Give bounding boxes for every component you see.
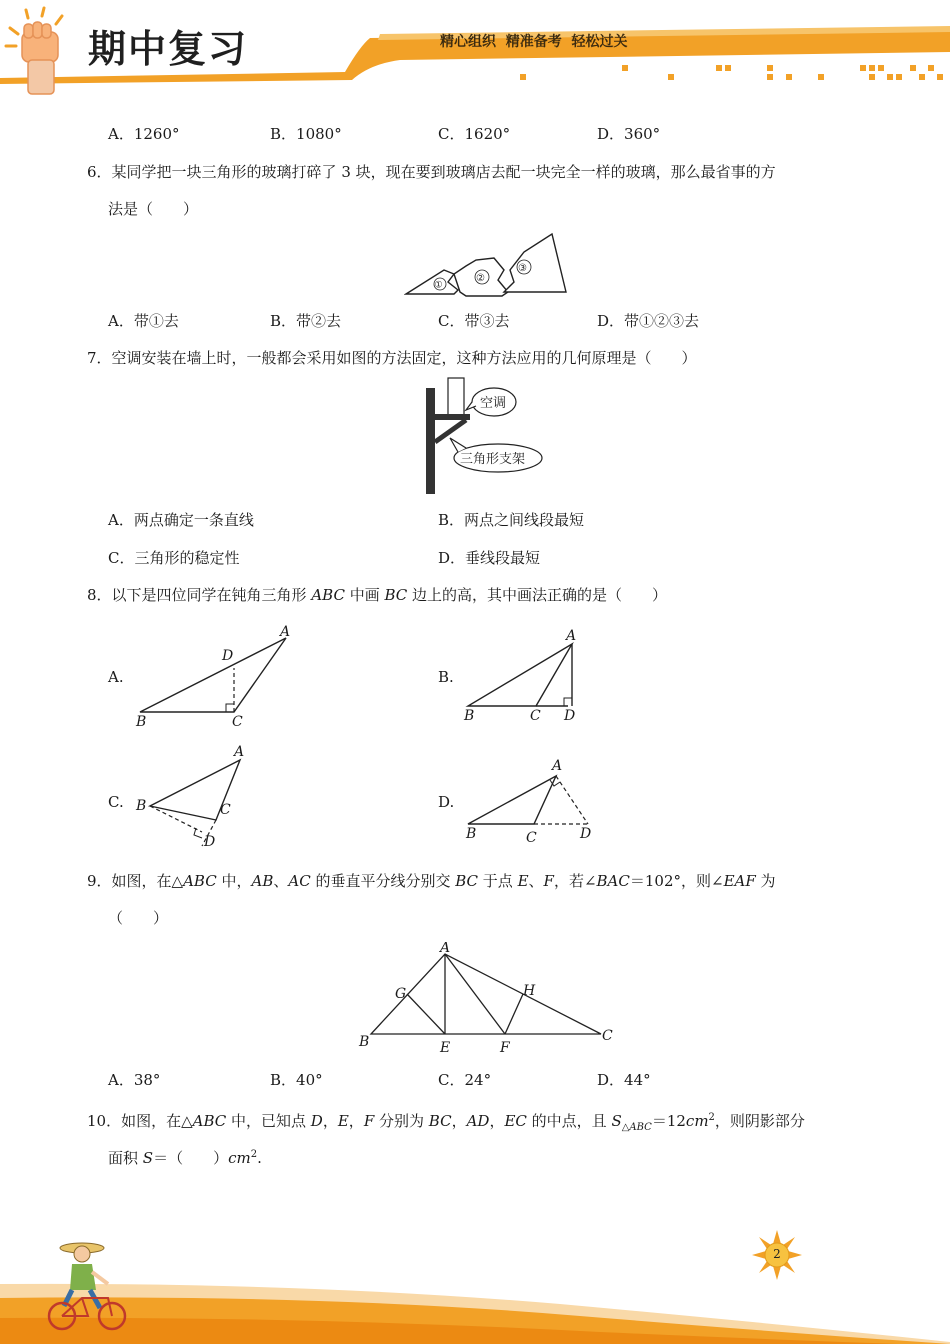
svg-text:A: A <box>440 942 451 956</box>
cyclist-icon <box>42 1238 132 1338</box>
q8-option-d-label: D. <box>438 793 455 811</box>
q8-option-b-label: B. <box>438 668 454 686</box>
footer-wave <box>0 1224 950 1344</box>
svg-text:C: C <box>232 714 243 730</box>
q9-stem-line2: （ ） <box>108 909 169 927</box>
q5-option-c: C．1620° <box>438 125 511 143</box>
q9-stem-line1: 9．如图，在△ABC 中，AB、AC 的垂直平分线分别交 BC 于点 E、F，若∠BAC＝102°，则∠EAF 为 <box>87 872 776 890</box>
q6-glass-figure <box>404 230 574 300</box>
q7-option-a: A．两点确定一条直线 <box>108 511 254 529</box>
q7-stem: 7．空调安装在墙上时，一般都会采用如图的方法固定，这种方法应用的几何原理是（ ） <box>87 349 697 367</box>
q8-figure-a <box>130 620 310 730</box>
q6-option-a: A．带①去 <box>108 312 179 330</box>
header-title: 期中复习 <box>88 27 249 71</box>
q6-option-d: D．带①②③去 <box>597 312 700 330</box>
svg-text:F: F <box>500 1040 510 1056</box>
svg-text:B: B <box>136 798 147 814</box>
q9-option-d: D．44° <box>597 1071 651 1089</box>
glass-piece-1 <box>406 270 458 294</box>
q9-triangle-figure <box>355 942 625 1057</box>
q9-option-a: A．38° <box>108 1071 161 1089</box>
q6-option-c: C．带③去 <box>438 312 510 330</box>
q10-stem-line1: 10．如图，在△ABC 中，已知点 D，E，F 分别为 BC，AD，EC 的中点，且 $S_{\triangle ABC}=12cm^2$，则阴影部分 <box>87 1112 805 1133</box>
glass-label-3: ③ <box>518 263 527 274</box>
svg-text:E: E <box>440 1040 451 1056</box>
q6-stem-line1: 6．某同学把一块三角形的玻璃打碎了 3 块，现在要到玻璃店去配一块完全一样的玻璃，那么最省事的方 <box>87 163 776 181</box>
svg-text:A: A <box>234 744 245 760</box>
svg-text:D: D <box>204 834 216 850</box>
glass-label-1: ① <box>434 280 443 291</box>
q8-option-a-label: A. <box>108 668 124 686</box>
svg-text:B: B <box>136 714 147 730</box>
bubble-ac-label: 空调 <box>480 396 507 411</box>
svg-text:C: C <box>530 708 541 724</box>
q5-option-b: B．1080° <box>270 125 342 143</box>
q10-stem-line2: 面积 S＝（ ）$cm^2$. <box>108 1149 262 1167</box>
svg-text:A: A <box>566 628 577 644</box>
q8-option-c-label: C. <box>108 793 124 811</box>
svg-text:C: C <box>602 1028 613 1044</box>
q7-ac-figure <box>420 376 560 496</box>
header-slogan: 精心组织 精准备考 轻松过关 <box>440 34 628 50</box>
svg-text:G: G <box>395 986 407 1002</box>
q9-option-b: B．40° <box>270 1071 323 1089</box>
q6-stem-line2: 法是（ ） <box>108 200 199 218</box>
bubble-bracket-label: 三角形支架 <box>460 452 526 467</box>
q6-option-b: B．带②去 <box>270 312 342 330</box>
svg-text:D: D <box>580 826 592 842</box>
q9-option-c: C．24° <box>438 1071 492 1089</box>
svg-text:B: B <box>464 708 475 724</box>
svg-text:A: A <box>552 758 563 774</box>
svg-text:A: A <box>280 624 291 640</box>
q8-figure-b <box>458 620 608 730</box>
q7-option-d: D．垂线段最短 <box>438 549 541 567</box>
svg-text:B: B <box>466 826 477 842</box>
glass-piece-3 <box>504 234 566 292</box>
svg-text:C: C <box>526 830 537 846</box>
glass-label-2: ② <box>476 273 485 284</box>
q5-option-d: D．360° <box>597 125 661 143</box>
page-number: 2 <box>773 1247 781 1261</box>
svg-text:D: D <box>222 648 234 664</box>
q7-option-c: C．三角形的稳定性 <box>108 549 240 567</box>
q7-option-b: B．两点之间线段最短 <box>438 511 585 529</box>
q8-figure-d <box>458 750 608 860</box>
q8-stem: 8．以下是四位同学在钝角三角形 ABC 中画 BC 边上的高，其中画法正确的是（ ） <box>87 586 668 604</box>
fist-icon <box>0 2 80 98</box>
svg-text:D: D <box>564 708 576 724</box>
svg-text:H: H <box>523 983 536 999</box>
page-header <box>0 0 950 100</box>
q5-option-a: A．1260° <box>108 125 180 143</box>
svg-text:B: B <box>359 1034 370 1050</box>
svg-text:C: C <box>220 802 231 818</box>
q8-figure-c <box>130 740 250 855</box>
